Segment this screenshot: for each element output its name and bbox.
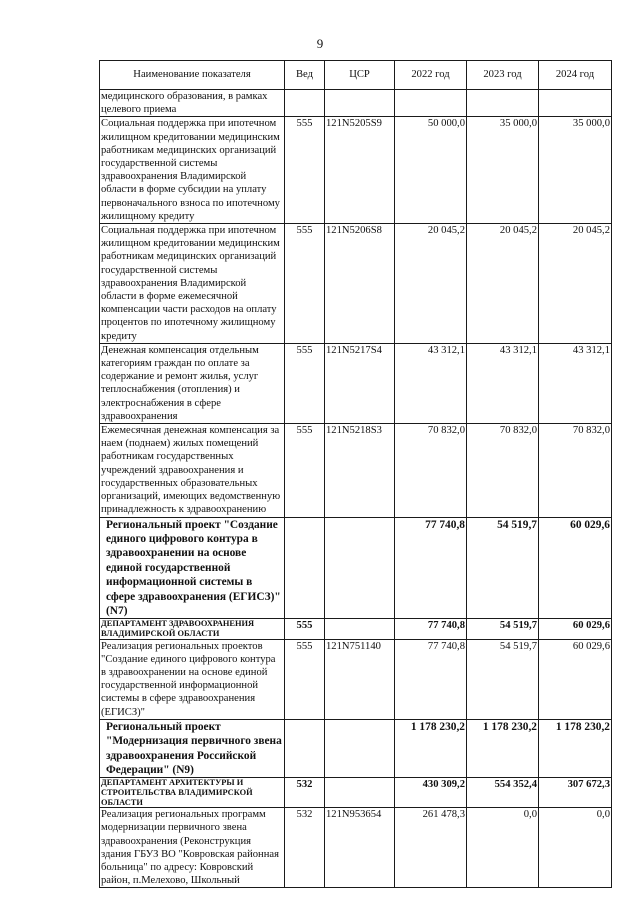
row-ved bbox=[285, 90, 325, 117]
row-value-2023 bbox=[467, 90, 539, 117]
row-value-2024: 70 832,0 bbox=[539, 424, 612, 517]
row-csr bbox=[325, 619, 395, 639]
row-value-2022: 43 312,1 bbox=[395, 343, 467, 423]
row-value-2022: 77 740,8 bbox=[395, 517, 467, 619]
row-value-2024: 60 029,6 bbox=[539, 517, 612, 619]
row-name: Региональный проект "Создание единого цифрового контура в здравоохранении на основе единой государственной информационной системы в сфере здравоохранения (ЕГИСЗ)" (N7) bbox=[100, 517, 285, 619]
row-value-2023: 35 000,0 bbox=[467, 117, 539, 224]
row-value-2022: 50 000,0 bbox=[395, 117, 467, 224]
row-csr bbox=[325, 90, 395, 117]
row-ved bbox=[285, 719, 325, 778]
row-value-2024: 1 178 230,2 bbox=[539, 719, 612, 778]
row-name: ДЕПАРТАМЕНТ АРХИТЕКТУРЫ И СТРОИТЕЛЬСТВА ВЛАДИМИРСКОЙ ОБЛАСТИ bbox=[100, 778, 285, 808]
row-csr bbox=[325, 719, 395, 778]
row-ved: 555 bbox=[285, 224, 325, 344]
row-value-2022 bbox=[395, 90, 467, 117]
row-ved: 532 bbox=[285, 808, 325, 888]
column-header-2022: 2022 год bbox=[395, 61, 467, 90]
column-header-ved: Вед bbox=[285, 61, 325, 90]
row-value-2024: 60 029,6 bbox=[539, 619, 612, 639]
row-name: медицинского образования, в рамках целевого приема bbox=[100, 90, 285, 117]
row-value-2024: 0,0 bbox=[539, 808, 612, 888]
row-value-2023: 20 045,2 bbox=[467, 224, 539, 344]
row-csr: 121N5205S9 bbox=[325, 117, 395, 224]
column-header-2023: 2023 год bbox=[467, 61, 539, 90]
row-ved: 555 bbox=[285, 343, 325, 423]
row-value-2023: 54 519,7 bbox=[467, 639, 539, 719]
column-header-2024: 2024 год bbox=[539, 61, 612, 90]
row-value-2024 bbox=[539, 90, 612, 117]
row-name: Региональный проект "Модернизация первичного звена здравоохранения Российской Федерации" (N9) bbox=[100, 719, 285, 778]
row-value-2024: 35 000,0 bbox=[539, 117, 612, 224]
row-csr: 121N5206S8 bbox=[325, 224, 395, 344]
regional-project-row bbox=[100, 517, 612, 619]
row-name: Ежемесячная денежная компенсация за наем (поднаем) жилых помещений работникам государственных учреждений здравоохранения и государственных образовательных организаций, имеющих ведомственную принадлежность к здравоохранению bbox=[100, 424, 285, 517]
row-value-2022: 261 478,3 bbox=[395, 808, 467, 888]
row-csr: 121N5218S3 bbox=[325, 424, 395, 517]
department-row bbox=[100, 778, 612, 808]
department-row bbox=[100, 619, 612, 639]
row-value-2022: 20 045,2 bbox=[395, 224, 467, 344]
row-name: Социальная поддержка при ипотечном жилищном кредитовании медицинским работникам медицинских организаций государственной системы здравоохранения Владимирской области в форме ежемесячной компенсации части расходов на оплату процентов по ипотечному жилищному кредиту bbox=[100, 224, 285, 344]
row-ved: 555 bbox=[285, 639, 325, 719]
budget-table bbox=[99, 60, 612, 888]
row-value-2023: 1 178 230,2 bbox=[467, 719, 539, 778]
column-header-name: Наименование показателя bbox=[100, 61, 285, 90]
row-value-2022: 77 740,8 bbox=[395, 639, 467, 719]
row-value-2024: 20 045,2 bbox=[539, 224, 612, 344]
row-value-2023: 54 519,7 bbox=[467, 517, 539, 619]
row-ved: 555 bbox=[285, 424, 325, 517]
row-ved bbox=[285, 517, 325, 619]
table-row bbox=[100, 424, 612, 517]
row-name: Денежная компенсация отдельным категориям граждан по оплате за содержание и ремонт жилья, услуг теплоснабжения (отопления) и электроснабжения в сфере здравоохранения bbox=[100, 343, 285, 423]
table-row bbox=[100, 117, 612, 224]
regional-project-row bbox=[100, 719, 612, 778]
row-csr bbox=[325, 778, 395, 808]
row-value-2022: 1 178 230,2 bbox=[395, 719, 467, 778]
table-row bbox=[100, 90, 612, 117]
row-csr bbox=[325, 517, 395, 619]
row-value-2023: 0,0 bbox=[467, 808, 539, 888]
row-value-2022: 430 309,2 bbox=[395, 778, 467, 808]
table-row bbox=[100, 343, 612, 423]
row-csr: 121N5217S4 bbox=[325, 343, 395, 423]
table-row bbox=[100, 808, 612, 888]
row-value-2024: 43 312,1 bbox=[539, 343, 612, 423]
row-name: ДЕПАРТАМЕНТ ЗДРАВООХРАНЕНИЯ ВЛАДИМИРСКОЙ ОБЛАСТИ bbox=[100, 619, 285, 639]
row-value-2023: 43 312,1 bbox=[467, 343, 539, 423]
row-csr: 121N751140 bbox=[325, 639, 395, 719]
row-value-2023: 70 832,0 bbox=[467, 424, 539, 517]
row-value-2024: 60 029,6 bbox=[539, 639, 612, 719]
row-name: Реализация региональных проектов "Создание единого цифрового контура в здравоохранении на основе единой государственной информационной системы в сфере здравоохранения (ЕГИСЗ)" bbox=[100, 639, 285, 719]
row-name: Реализация региональных программ модернизации первичного звена здравоохранения (Реконструкция здания ГБУЗ ВО "Ковровская районная больница" по адресу: Ковровский район, п.Мелехово, Школьный bbox=[100, 808, 285, 888]
row-value-2024: 307 672,3 bbox=[539, 778, 612, 808]
row-value-2022: 77 740,8 bbox=[395, 619, 467, 639]
page-number: 9 bbox=[316, 36, 324, 51]
row-value-2023: 554 352,4 bbox=[467, 778, 539, 808]
row-ved: 555 bbox=[285, 619, 325, 639]
row-name: Социальная поддержка при ипотечном жилищном кредитовании медицинским работникам медицинских организаций государственной системы здравоохранения Владимирской области в форме субсидии на уплату первоначального взноса по ипотечному жилищному кредиту bbox=[100, 117, 285, 224]
row-csr: 121N953654 bbox=[325, 808, 395, 888]
column-header-csr: ЦСР bbox=[325, 61, 395, 90]
row-value-2023: 54 519,7 bbox=[467, 619, 539, 639]
row-ved: 532 bbox=[285, 778, 325, 808]
table-header-row bbox=[100, 61, 612, 90]
table-row bbox=[100, 224, 612, 344]
row-value-2022: 70 832,0 bbox=[395, 424, 467, 517]
table-row bbox=[100, 639, 612, 719]
row-ved: 555 bbox=[285, 117, 325, 224]
